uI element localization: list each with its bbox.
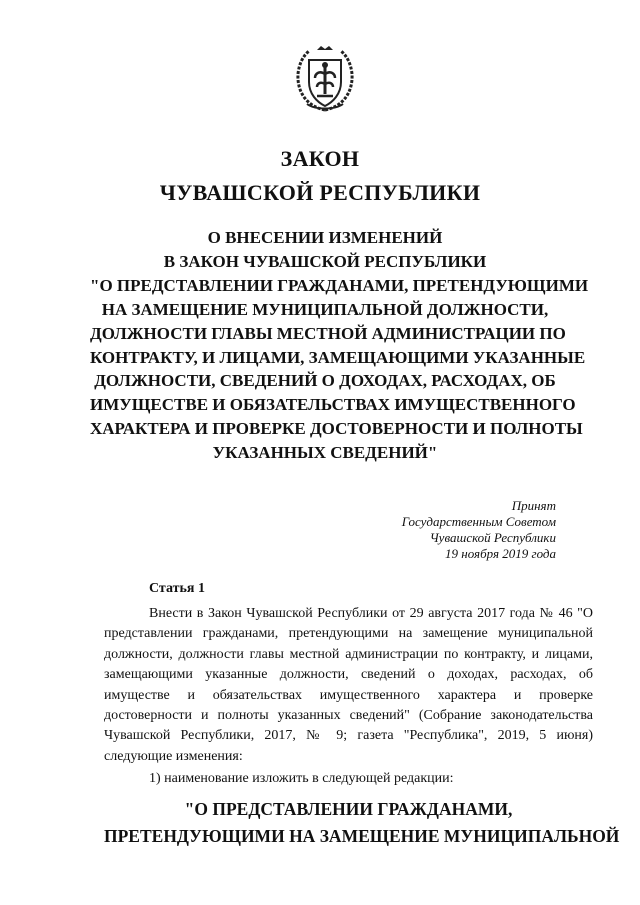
- subject-line: КОНТРАКТУ, И ЛИЦАМИ, ЗАМЕЩАЮЩИМИ УКАЗАННЫЕ: [90, 347, 586, 367]
- article-paragraph: Внести в Закон Чувашской Республики от 29 августа 2017 года № 46 "О представлении гражданами, претендующими на замещение муниципальной должности, должности главы местной администрации по контракту, и лицами, замещающими указанные должности, сведений о доходах, расходах, об имуществе и обязательствах имущественного характера и проверке достоверности и полноты указанных сведений" (Собрание законодательства Чувашской Республики, 2017, № 9; газета "Республика", 2019, 5 июня) следующие изменения:: [104, 606, 593, 764]
- quote-line: "О ПРЕДСТАВЛЕНИИ ГРАЖДАНАМИ,: [184, 799, 513, 819]
- law-title: ЗАКОН: [280, 146, 360, 171]
- subject-line: О ВНЕСЕНИИ ИЗМЕНЕНИЙ: [207, 228, 443, 247]
- adoption-line: Принят: [511, 498, 556, 513]
- adoption-note: [402, 498, 556, 562]
- adoption-line: Чувашской Республики: [429, 530, 556, 545]
- chuvash-republic-coat-of-arms-icon: [293, 44, 357, 114]
- quote-line: ПРЕТЕНДУЮЩИМИ НА ЗАМЕЩЕНИЕ МУНИЦИПАЛЬНОЙ: [104, 825, 620, 846]
- law-subject: [90, 226, 589, 465]
- subject-line: В ЗАКОН ЧУВАШСКОЙ РЕСПУБЛИКИ: [163, 251, 487, 271]
- subject-line: ИМУЩЕСТВЕ И ОБЯЗАТЕЛЬСТВАХ ИМУЩЕСТВЕННОГО: [90, 395, 576, 415]
- subject-line: "О ПРЕДСТАВЛЕНИИ ГРАЖДАНАМИ, ПРЕТЕНДУЮЩИМИ: [90, 275, 589, 295]
- subject-line: ДОЛЖНОСТИ ГЛАВЫ МЕСТНОЙ АДМИНИСТРАЦИИ ПО: [90, 323, 566, 343]
- subject-line: ХАРАКТЕРА И ПРОВЕРКЕ ДОСТОВЕРНОСТИ И ПОЛНОТЫ: [90, 419, 583, 439]
- article-heading: Статья 1: [149, 581, 205, 596]
- new-title-quote: [104, 796, 620, 849]
- subject-line: УКАЗАННЫХ СВЕДЕНИЙ": [212, 443, 438, 463]
- article-item: 1) наименование изложить в следующей редакции:: [149, 771, 454, 786]
- subject-line: ДОЛЖНОСТИ, СВЕДЕНИЙ О ДОХОДАХ, РАСХОДАХ, ОБ: [94, 371, 556, 391]
- article-body: [104, 604, 593, 767]
- adoption-date: 19 ноября 2019 года: [445, 546, 556, 561]
- law-title-republic: ЧУВАШСКОЙ РЕСПУБЛИКИ: [159, 180, 481, 205]
- subject-line: НА ЗАМЕЩЕНИЕ МУНИЦИПАЛЬНОЙ ДОЛЖНОСТИ,: [101, 299, 549, 319]
- adoption-line: Государственным Советом: [401, 514, 556, 529]
